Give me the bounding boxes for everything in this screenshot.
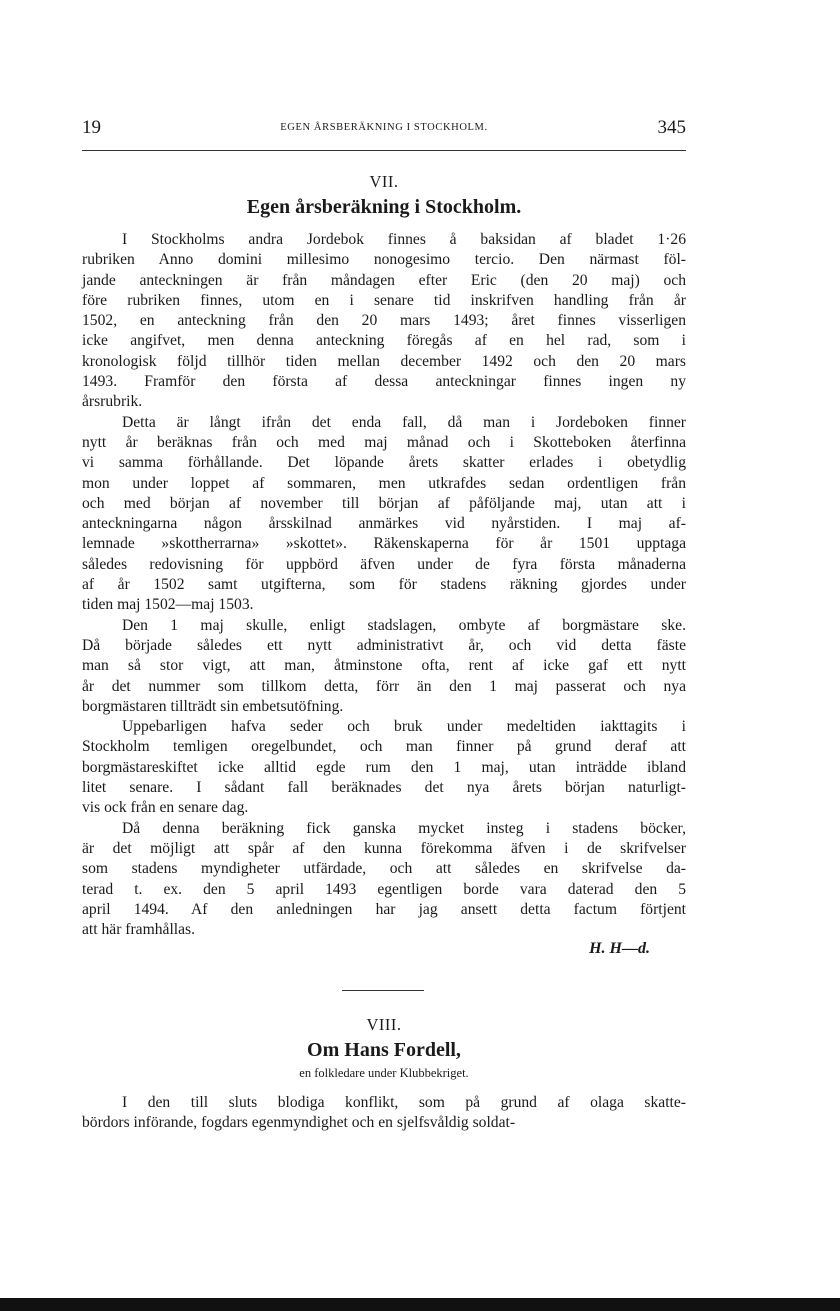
page-number: 345 xyxy=(657,117,686,138)
text-line: vi samma förhållande. Det löpande årets skatter erlades i obetydlig xyxy=(82,454,686,472)
text-line: 1493. Framför den första af dessa anteckningar finnes ingen ny xyxy=(82,373,686,391)
section-vii xyxy=(82,172,686,958)
paragraph xyxy=(82,230,686,413)
section-title: Egen årsberäkning i Stockholm. xyxy=(246,196,522,218)
text-line: litet senare. I sådant fall beräknades det nya årets början naturligt- xyxy=(82,779,686,797)
section-body xyxy=(82,230,686,940)
paragraph xyxy=(82,413,686,616)
section-viii xyxy=(82,1015,686,1134)
text-line: man så stor vigt, att man, åtminstone ofta, rent af icke gaf ett nytt xyxy=(82,657,686,675)
text-line: 1502, en anteckning från den 20 mars 1493; året finnes visserligen xyxy=(82,312,686,330)
text-line: nytt år beräknas från och med maj månad och i Skotteboken återfinna xyxy=(82,433,686,451)
text-line: I den till sluts blodiga konflikt, som på grund af olaga skatte- xyxy=(122,1094,686,1111)
text-line: mon under loppet af sommaren, men utkrafdes sedan ordentligen från xyxy=(82,474,686,492)
text-line: bördors införande, fogdars egenmyndighet och en sjelfsvåldig soldat- xyxy=(82,1114,516,1132)
text-line: före rubriken finnes, utom en i senare tid inskrifven handling från år xyxy=(82,291,686,309)
section-divider xyxy=(342,990,424,991)
text-line: kronologisk följd tillhör tiden mellan december 1492 och den 20 mars xyxy=(82,352,686,370)
text-line: icke angifvet, men denna anteckning föregås af en hel rad, som i xyxy=(82,332,686,350)
text-line: april 1494. Af den anledningen har jag ansett detta factum förtjent xyxy=(82,900,686,918)
text-line: lemnade »skottherrarna» »skottet». Räkenskaperna för år 1501 upptaga xyxy=(82,535,686,553)
text-line: vis ock från en senare dag. xyxy=(82,799,249,817)
section-number: VIII. xyxy=(366,1015,402,1034)
signature-mark: 19 xyxy=(82,117,101,138)
running-header xyxy=(82,117,686,139)
text-line: tiden maj 1502—maj 1503. xyxy=(82,596,254,614)
text-line: anteckningarna någon årsskilnad anmärkes vid nyårstiden. I maj af- xyxy=(82,515,686,533)
text-line: är det möjligt att spår af den kunna förekomma äfven i de skrifvelser xyxy=(82,839,686,857)
text-line: att här framhållas. xyxy=(82,921,196,939)
section-subtitle: en folkledare under Klubbekriget. xyxy=(299,1066,469,1080)
text-line: rubriken Anno domini millesimo nonogesimo tercio. Den närmast föl- xyxy=(82,251,686,269)
text-line: af år 1502 samt utgifterna, som för stadens räkning gjordes under xyxy=(82,576,686,594)
text-line: år det nummer som tillkom detta, förr än den 1 maj passerat och nya xyxy=(82,677,686,695)
text-line: och med början af november till början af påföljande maj, utan att i xyxy=(82,494,686,512)
text-line: borgmästaren tillträdt sin embetsutöfning. xyxy=(82,697,344,715)
text-line: som stadens myndigheter utfärdade, och att således en skrifvelse da- xyxy=(82,860,686,878)
text-line: terad t. ex. den 5 april 1493 egentligen borde vara daterad den 5 xyxy=(82,880,686,898)
section-body xyxy=(82,1093,686,1134)
text-line: I Stockholms andra Jordebok finnes å baksidan af bladet 1·26 xyxy=(122,231,686,248)
scan-edge xyxy=(0,1298,840,1311)
text-line: Den 1 maj skulle, enligt stadslagen, ombyte af borgmästare ske. xyxy=(122,616,686,634)
paragraph xyxy=(82,616,686,717)
text-line: således redovisning för uppbörd äfven under de fyra första månaderna xyxy=(82,555,686,573)
author-signature: H. H—d. xyxy=(589,940,650,958)
text-line: Stockholm temligen oregelbundet, och man finner på grund deraf att xyxy=(82,738,686,756)
running-title: EGEN ÅRSBERÄKNING I STOCKHOLM. xyxy=(280,122,488,133)
text-line: Då började således ett nytt administrativt år, och vid detta fäste xyxy=(82,636,686,654)
text-line: Detta är långt ifrån det enda fall, då man i Jordeboken finner xyxy=(122,413,686,431)
text-line: Uppebarligen hafva seder och bruk under medeltiden iakttagits i xyxy=(122,718,686,736)
text-line: årsrubrik. xyxy=(82,393,143,411)
header-rule xyxy=(82,150,686,151)
section-title: Om Hans Fordell, xyxy=(307,1039,461,1061)
text-line: jande anteckningen är från måndagen efter Eric (den 20 maj) och xyxy=(82,271,686,289)
paragraph xyxy=(82,717,686,818)
text-line: borgmästareskiftet icke alltid egde rum den 1 maj, utan inträdde ibland xyxy=(82,758,686,776)
text-line: Då denna beräkning fick ganska mycket insteg i stadens böcker, xyxy=(122,819,686,837)
paragraph xyxy=(82,1093,686,1134)
section-number: VII. xyxy=(369,172,399,191)
paragraph xyxy=(82,819,686,941)
